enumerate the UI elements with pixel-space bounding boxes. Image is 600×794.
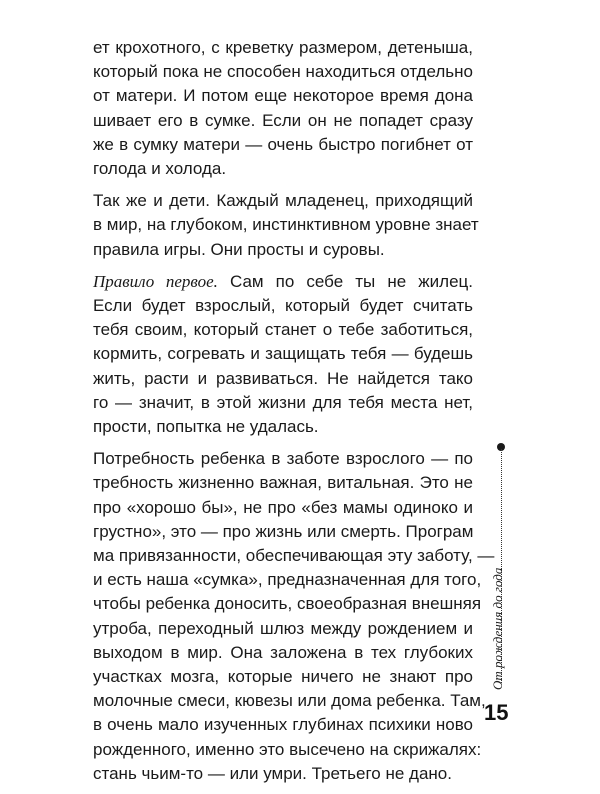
text-line: Так же и дети. Каждый младенец, приходящий [93,191,473,211]
text-line-with-lead [93,270,473,294]
text-line: участках мозга, которые ничего не знают про [93,667,473,687]
text-line: же в сумку матери — очень быстро погибнет от [93,134,473,154]
text-line: требность жизненно важная, витальная. Это не [93,473,473,493]
text-line: и есть наша «сумка», предназначенная для того, [93,570,482,590]
text-line: голода и холода. [93,159,227,179]
text-line: выходом в мир. Она заложена в тех глубоких [93,642,473,662]
text-line: Если будет взрослый, который будет считать [93,296,473,316]
text-line: рожденного, именно это высечено на скрижалях: [93,739,482,759]
page-number: 15 [484,700,509,725]
text-line: го — значит, в этой жизни для тебя места нет, [93,392,473,412]
text-fragment: Сам по себе ты не жилец. [217,271,473,291]
text-line: прости, попытка не удалась. [93,417,319,437]
text-line: жить, расти и развиваться. Не найдется тако [93,368,473,388]
text-line: тебя своим, который станет о тебе заботиться, [93,320,473,340]
text-line: грустно», это — про жизнь или смерть. Програм [93,521,474,541]
text-line: в очень мало изученных глубинах психики ново [93,715,473,735]
text-line: ет крохотного, с креветку размером, детеныша, [93,38,473,57]
paragraph-1 [93,36,473,181]
paragraph-3 [93,270,473,439]
text-line: ма привязанности, обеспечивающая эту заботу, — [93,546,495,566]
rule-lead: Правило первое. [93,271,218,291]
paragraph-2 [93,189,479,262]
text-line: который пока не способен находиться отдельно [93,62,473,82]
paragraph-4 [93,447,495,786]
text-line: утроба, переходный шлюз между рождением и [93,618,473,638]
text-line: от матери. И потом еще некоторое время дона [93,86,473,106]
text-line: шивает его в сумке. Если он не попадет сразу [93,110,473,130]
text-line: стань чьим-то — или умри. Третьего не дано. [93,763,452,783]
text-line: кормить, согревать и защищать тебя — будешь [93,344,473,364]
text-line: чтобы ребенка доносить, своеобразная внешняя [93,594,482,614]
running-chapter-title: От рождения до года [490,567,505,690]
text-line: правила игры. Они просты и суровы. [93,239,385,259]
text-line: молочные смеси, кювезы или дома ребенка. Там, [93,691,486,711]
text-line: в мир, на глубоком, инстинктивном уровне знает [93,215,479,235]
text-line: про «хорошо бы», не про «без мамы одиноко и [93,497,473,517]
text-line: Потребность ребенка в заботе взрослого — по [93,449,473,469]
body-text [93,36,495,794]
